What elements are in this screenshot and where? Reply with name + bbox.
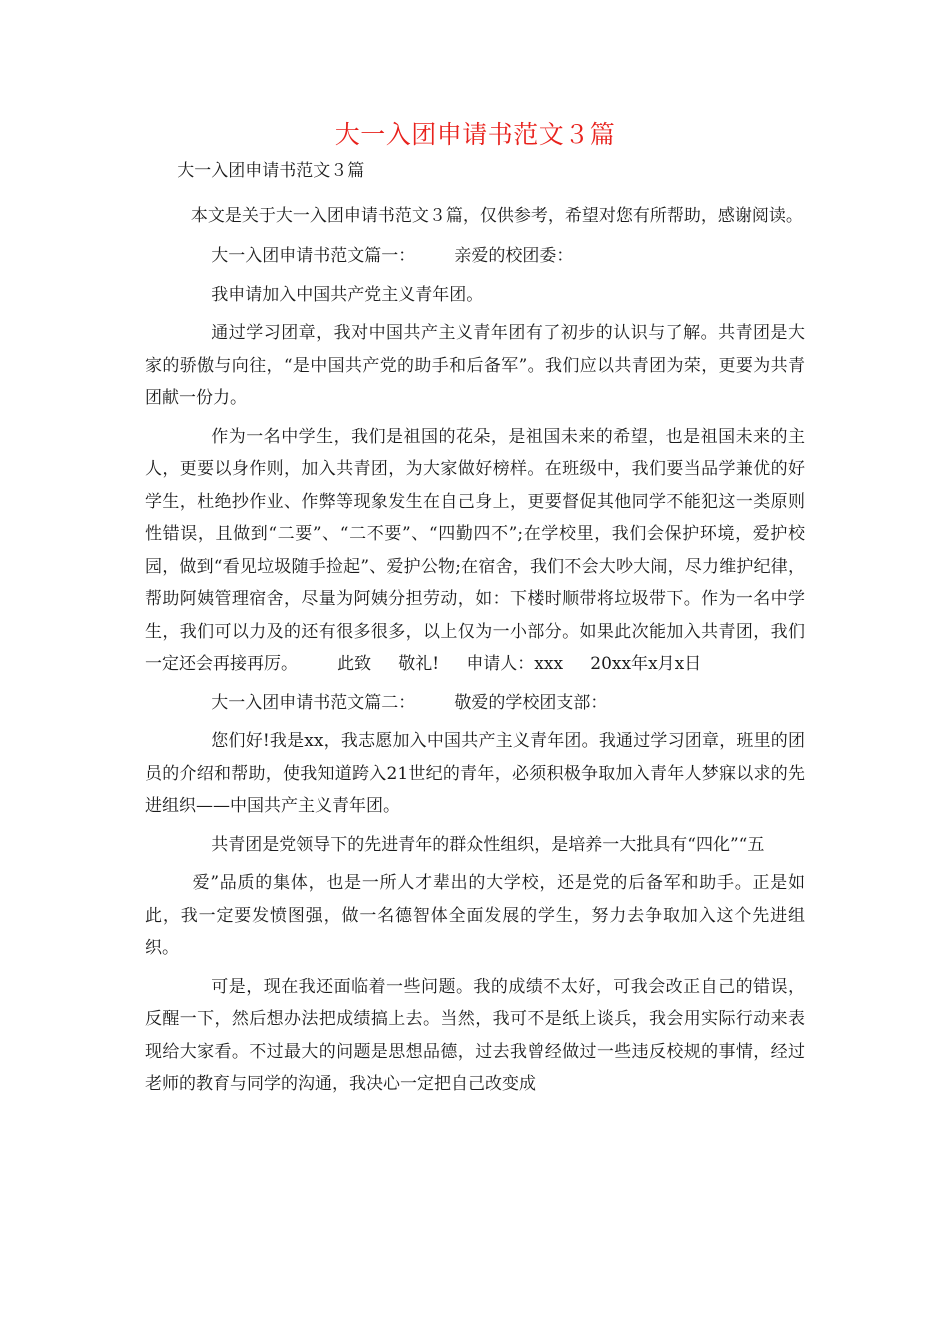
letter1-paragraph-3 <box>145 421 805 681</box>
letter1-salutation: 亲爱的校团委： <box>454 246 574 266</box>
letter1-paragraph-2: 通过学习团章，我对中国共产主义青年团有了初步的认识与了解。共青团是大家的骄傲与向往，“是中国共产党的助手和后备军”。我们应以共青团为荣，更要为共青团献一份力。 <box>145 323 805 408</box>
letter2-paragraph-4: 可是，现在我还面临着一些问题。我的成绩不太好，可我会改正自己的错误，反醒一下，然后想办法把成绩搞上去。当然，我可不是纸上谈兵，我会用实际行动来表现给大家看。不过最大的问题是思想品德，过去我曾经做过一些违反校规的事情，经过老师的教育与同学的沟通，我决心一定把自己改变成 <box>145 976 805 1094</box>
letter2-heading-line <box>145 687 805 720</box>
intro-paragraph: 本文是关于大一入团申请书范文３篇，仅供参考，希望对您有所帮助，感谢阅读。 <box>190 205 803 226</box>
letter2-salutation: 敬爱的学校团支部： <box>454 692 608 713</box>
document-subtitle: 大一入团申请书范文３篇 <box>177 161 365 181</box>
letter1-signature: 申请人：xxx <box>466 654 564 674</box>
letter2-paragraph-1: 您们好!我是xx，我志愿加入中国共产主义青年团。我通过学习团章，班里的团员的介绍和帮助，使我知道跨入21世纪的青年，必须积极争取加入青年人梦寐以求的先进组织——中国共产主义青年团。 <box>145 731 805 816</box>
letter1-paragraph-1: 我申请加入中国共产党主义青年团。 <box>211 284 484 305</box>
letter1-date: 20xx年x月x日 <box>590 654 702 674</box>
letter1-heading: 大一入团申请书范文篇一： <box>211 246 416 266</box>
document-title: 大一入团申请书范文３篇 <box>334 120 616 149</box>
document-body <box>145 155 805 1107</box>
letter2-heading: 大一入团申请书范文篇二： <box>211 692 416 713</box>
letter1-closing-1: 此致 <box>337 654 372 674</box>
letter2-paragraph-3: 爱”品质的集体，也是一所人才辈出的大学校，还是党的后备军和助手。正是如此，我一定要发愤图强，做一名德智体全面发展的学生，努力去争取加入这个先进组织。 <box>145 873 805 958</box>
letter1-closing-2: 敬礼! <box>398 654 440 674</box>
letter1-heading-line <box>145 240 805 273</box>
letter1-paragraph-3-text: 作为一名中学生，我们是祖国的花朵，是祖国未来的希望，也是祖国未来的主人，更要以身作则，加入共青团，为大家做好榜样。在班级中，我们要当品学兼优的好学生，杜绝抄作业、作弊等现象发生在自己身上，更要督促其他同学不能犯这一类原则性错误，且做到“二要”、“二不要”、“四勤四不”;在学校里，我们会保护环境，爱护校园，做到“看见垃圾随手捡起”、爱护公物;在宿舍，我们不会大吵大闹，尽力维护纪律，帮助阿姨管理宿舍，尽量为阿姨分担劳动，如：下楼时顺带将垃圾带下。作为一名中学生，我们可以力及的还有很多很多，以上仅为一小部分。如果此次能加入共青团，我们一定还会再接再厉。 <box>145 426 805 674</box>
letter2-paragraph-2: 共青团是党领导下的先进青年的群众性组织，是培养一大批具有“四化”“五 <box>211 834 765 855</box>
